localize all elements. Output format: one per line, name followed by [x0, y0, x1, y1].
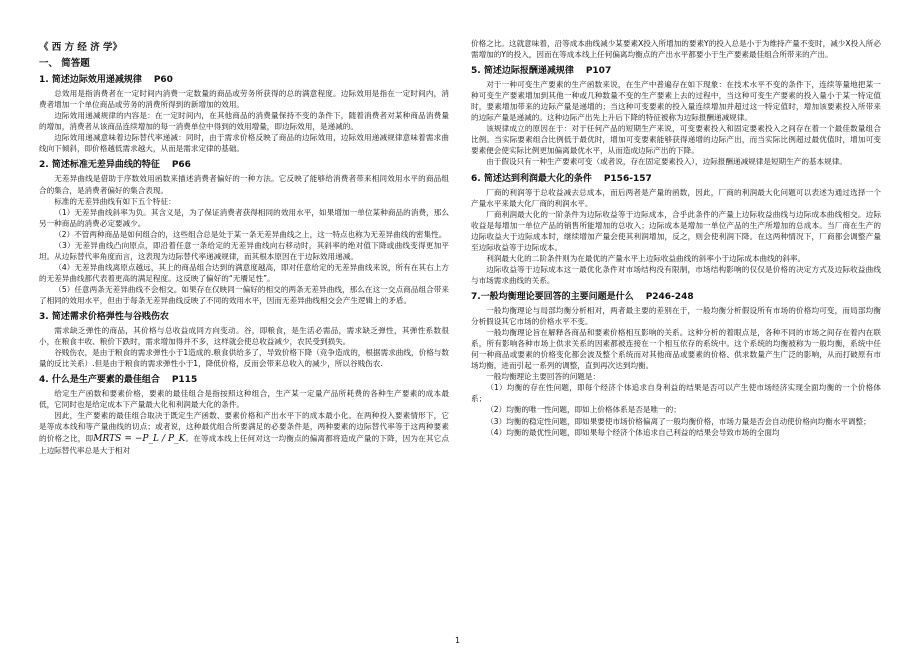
document-title: 《 西 方 经 济 学》	[39, 42, 123, 53]
paragraph	[471, 253, 881, 264]
paragraph	[39, 284, 449, 306]
paragraph	[39, 388, 449, 410]
question-heading	[39, 375, 449, 386]
paragraph-text: 标准的无差异曲线有如下五个特征：	[54, 196, 176, 206]
paragraph-text: （2）均衡的唯一性问题，即如上价格体系是否是唯一的；	[486, 405, 681, 415]
paragraph-text: 价格之比。这就意味着，沿等成本曲线减少某要素X投入所增加的要素Y的投入总是小于为维持产量不变时，减少X投入所必需增加的Y的投入，因而在等成本线上任何偏离均衡点的产出水平都要小于生产要素最佳组合所带来的产出。	[471, 39, 881, 60]
paragraph-text: 利润最大化的二阶条件则为在最优的产量水平上边际收益曲线的斜率小于边际成本曲线的斜率。	[486, 253, 806, 263]
paragraph-text: 需求缺乏弹性的商品，其价格与总收益成同方向变动。谷，即粮食，是生活必需品，需求缺乏弹性，其弹性系数很小，在粮食丰收、粮价下跌时，需求增加得并不多，这样就会使总收益减少，农民受到损失。	[39, 326, 449, 347]
paragraph	[39, 262, 449, 284]
paragraph	[39, 229, 449, 240]
paragraph-text: 该规律成立的原因在于：对于任何产品的短期生产来说，可变要素投入和固定要素投入之间存在着一个最佳数量组合比例。当实际要素组合比例低于最优时，增加可变要素能够获得递增的边际产出，而当实际比例超过最优值时，增加可变要素便会使实际比例更加偏离最优水平，从而造成边际产出的下降。	[471, 124, 881, 156]
paragraph-text: （5）任意两条无差异曲线不会相交。如果存在仅映同一偏好的相交的两条无差异曲线，那么在这一交点商品组合带来了相同的效用水平，但由于每条无差异曲线反映了不同的效用水平，因而无差异曲线相交会产生逻辑上的矛盾。	[39, 284, 449, 305]
page-reference: P66	[171, 160, 191, 171]
question-title: 4. 什么是生产要素的最佳组合	[39, 375, 160, 386]
paragraph	[471, 327, 881, 371]
paragraph	[471, 371, 881, 382]
paragraph	[471, 187, 881, 209]
paragraph	[39, 88, 449, 110]
paragraph-text: 总效用是指消费者在一定时间内消费一定数量的商品或劳务所获得的总的满意程度。边际效用是指在一定时间内，消费者增加一个单位商品或劳务的消费所得到的新增加的效用。	[39, 89, 449, 110]
paragraph-text: （2）不管两种商品是如何组合的，这些组合总是处于某一条无差异曲线之上，这一特点也称为无差异曲线的密集性。	[54, 229, 447, 239]
paragraph-text: 给定生产函数和要素价格，要素的最佳组合是指按照这种组合，生产某一定量产品所耗费的各种生产要素的成本最低，它同时也是给定成本下产量最大化和利润最大化的条件。	[39, 389, 449, 410]
question-heading	[39, 75, 449, 86]
paragraph-text: 边际效用递减意味着边际替代率递减：同时，由于需求价格反映了商品的边际效用，边际效用递减规律意味着需求曲线向下倾斜，即价格越低需求越大，从而是需求定律的基础。	[39, 133, 449, 154]
paragraph-text: 无差异曲线是借助于序数效用函数来描述消费者偏好的一种方法。它反映了能够给消费者带来相同效用水平的商品组合的集合，是消费者偏好的集合表现。	[39, 174, 449, 195]
paragraph	[39, 132, 449, 154]
paragraph	[39, 240, 449, 262]
paragraph-text: 一般均衡理论旨在解释各商品和要素价格相互影响的关系。这种分析的着眼点是，各种不同的市场之间存在着内在联系，所有影响各种市场上供求关系的因素都被连接在一个相互依存的系统中。这个系统的均衡被称为一般均衡，系统中任何一种商品或要素的价格变化都会波及整个系统而对其他商品或要素的价格、供求数量产生广泛的影响，从而打破原有市场均衡，进而引起一系列的调整，直到再次达到均衡。	[471, 328, 881, 371]
paragraph	[471, 156, 881, 167]
paragraph	[471, 123, 881, 156]
paragraph-text: 谷贱伤农，是由于粮食的需求弹性小于1造成的.粮食供给多了，导致价格下降（竞争造成的，根据需求曲线，价格与数量的反比关系）.但是由于粮食的需求弹性小于1，降低价格，反而会带来总收入的减少，所以谷贱伤农.	[39, 348, 449, 369]
paragraph	[39, 410, 449, 455]
page-number: 1	[455, 636, 461, 645]
question-title: 7.一般均衡理论要回答的主要问题是什么	[471, 291, 634, 302]
paragraph-text: （1）均衡的存在性问题，即每个经济个体追求自身利益的结果是否可以产生使市场经济实现全面均衡的一个价格体系；	[471, 383, 881, 404]
paragraph	[471, 382, 881, 404]
paragraph	[39, 110, 449, 132]
paragraph	[39, 196, 449, 207]
paragraph-text: 边际效用递减规律的内容是：在一定时间内，在其他商品的消费量保持不变的条件下，随着消费者对某种商品消费量的增加，消费者从该商品连续增加的每一消费单位中得到的效用增量，即边际效用，是递减的。	[39, 111, 449, 132]
page-reference: P246-248	[645, 291, 694, 302]
paragraph	[471, 427, 881, 438]
paragraph-text: 。在等成本线上任何对这一均衡点的偏离都将造成产量的下降，因为在其它点上边际替代率总是大于相对	[39, 433, 450, 455]
paragraph	[471, 209, 881, 253]
paragraph	[39, 173, 449, 195]
paragraph-text: 对于一种可变生产要素的生产函数来说，在生产中普遍存在如下现象：在技术水平不变的条件下，连续等量地把某一种可变生产要素增加到其他一种或几种数量不变的生产要素上去的过程中，当这种可变生产要素的投入量小于某一特定值时，要素增加带来的边际产量是递增的；当这种可变要素的投入量连续增加并超过这一特定值时，增加该要素投入所带来的边际产量是递减的。这种边际产出先上升后下降的特征被称为边际报酬递减规律。	[471, 80, 881, 123]
question-title: 5. 简述边际报酬递减规律	[471, 66, 574, 77]
question-heading	[471, 174, 881, 185]
paragraph	[39, 347, 449, 369]
mrts-formula: MRTS = −P_L / P_K	[93, 433, 186, 444]
section-title: 一、 简答题	[39, 58, 90, 70]
paragraph-text: （4）均衡的最优性问题，即如果每个经济个体追求自己利益的结果会导致市场的全面均	[486, 427, 780, 437]
paragraph-text: （4）无差异曲线离原点越远，其上的商品组合达到的满意度越高，即对任意给定的无差异曲线来说，所有在其右上方的无差异曲线都代表着更高的满足程度。这反映了偏好的“无餍足性”。	[39, 262, 449, 283]
paragraph	[471, 305, 881, 327]
paragraph-text: 厂商的利润等于总收益减去总成本，而后两者是产量的函数，因此，厂商的利润最大化问题可以表述为通过选择一个产量水平来最大化厂商的利润水平。	[471, 187, 881, 208]
paragraph-text: 一般均衡理论与局部均衡分析相对，两者最主要的差别在于，一般均衡分析假设所有市场的价格均可变，而局部均衡分析假设其它市场的价格水平不变。	[471, 306, 881, 327]
paragraph-text: （3）均衡的稳定性问题，即如果要使市场价格偏离了一般均衡价格，市场力量是否会自动使价格向均衡水平调整；	[486, 416, 871, 426]
question-heading	[39, 160, 449, 171]
paragraph	[39, 325, 449, 347]
paragraph	[471, 404, 881, 415]
page-reference: P156-157	[603, 173, 652, 184]
paragraph-text: 一般均衡理论主要回答的问题是：	[486, 372, 601, 382]
paragraph-text: （1）无差异曲线斜率为负。其含义是，为了保证消费者获得相同的效用水平，如果增加一单位某种商品的消费，那么另一种商品的消费必定要减少。	[39, 207, 449, 228]
paragraph-text: 边际收益等于边际成本这一最优化条件对市场结构没有限制，市场结构影响的仅仅是价格的决定方式及边际收益曲线与市场需求曲线的关系。	[471, 264, 881, 285]
question-title: 1. 简述边际效用递减规律	[39, 75, 142, 86]
paragraph	[471, 79, 881, 123]
page-reference: P115	[171, 375, 198, 386]
paragraph-text: 由于假设只有一种生产要素可变（或者说，存在固定要素投入），边际报酬递减规律是短期生产的基本规律。	[486, 157, 847, 167]
question-title: 6. 简述达到利润最大化的条件	[471, 173, 592, 184]
question-title: 2. 简述标准无差异曲线的特征	[39, 160, 160, 171]
page-reference: P107	[585, 66, 612, 77]
paragraph	[471, 38, 881, 60]
paragraph-text: 厂商利润最大化的一阶条件为边际收益等于边际成本，合乎此条件的产量上边际收益曲线与边际成本曲线相交。边际收益是每增加一单位产品的销售所能增加的总收入；边际成本是增加一单位产品的生产所增加的总成本。当厂商在生产的边际收益大于边际成本时，继续增加产量会使其利润增加，反之，则会使利润下降。在这两种情况下，厂商都会调整产量至边际收益等于边际成本。	[471, 209, 881, 252]
paragraph	[39, 207, 449, 229]
paragraph	[471, 264, 881, 286]
paragraph-text: （3）无差异曲线凸向原点，即沿着任意一条给定的无差异曲线向右移动时，其斜率的绝对值下降或曲线变得更加平坦。从边际替代率角度而言，这表现为边际替代率递减规律，而其根本原因在于边际效用递减。	[39, 240, 449, 261]
left-column	[39, 38, 449, 456]
page-reference: P60	[153, 75, 173, 86]
question-heading	[39, 312, 449, 323]
paragraph-text: 因此，生产要素的最佳组合取决于既定生产函数、要素价格和产出水平下的成本最小化。在两种投入要素情形下，它是等成本线和等产量曲线的切点；或者说，这种最优组合所要满足的必要条件是，两种要素的边际替代率等于这两种要素的价格之比，即	[39, 411, 449, 443]
question-heading	[471, 66, 881, 77]
question-heading	[471, 292, 881, 303]
question-title: 3. 简述需求价格弹性与谷贱伤农	[39, 312, 169, 323]
right-column	[471, 38, 881, 438]
paragraph	[471, 416, 881, 427]
